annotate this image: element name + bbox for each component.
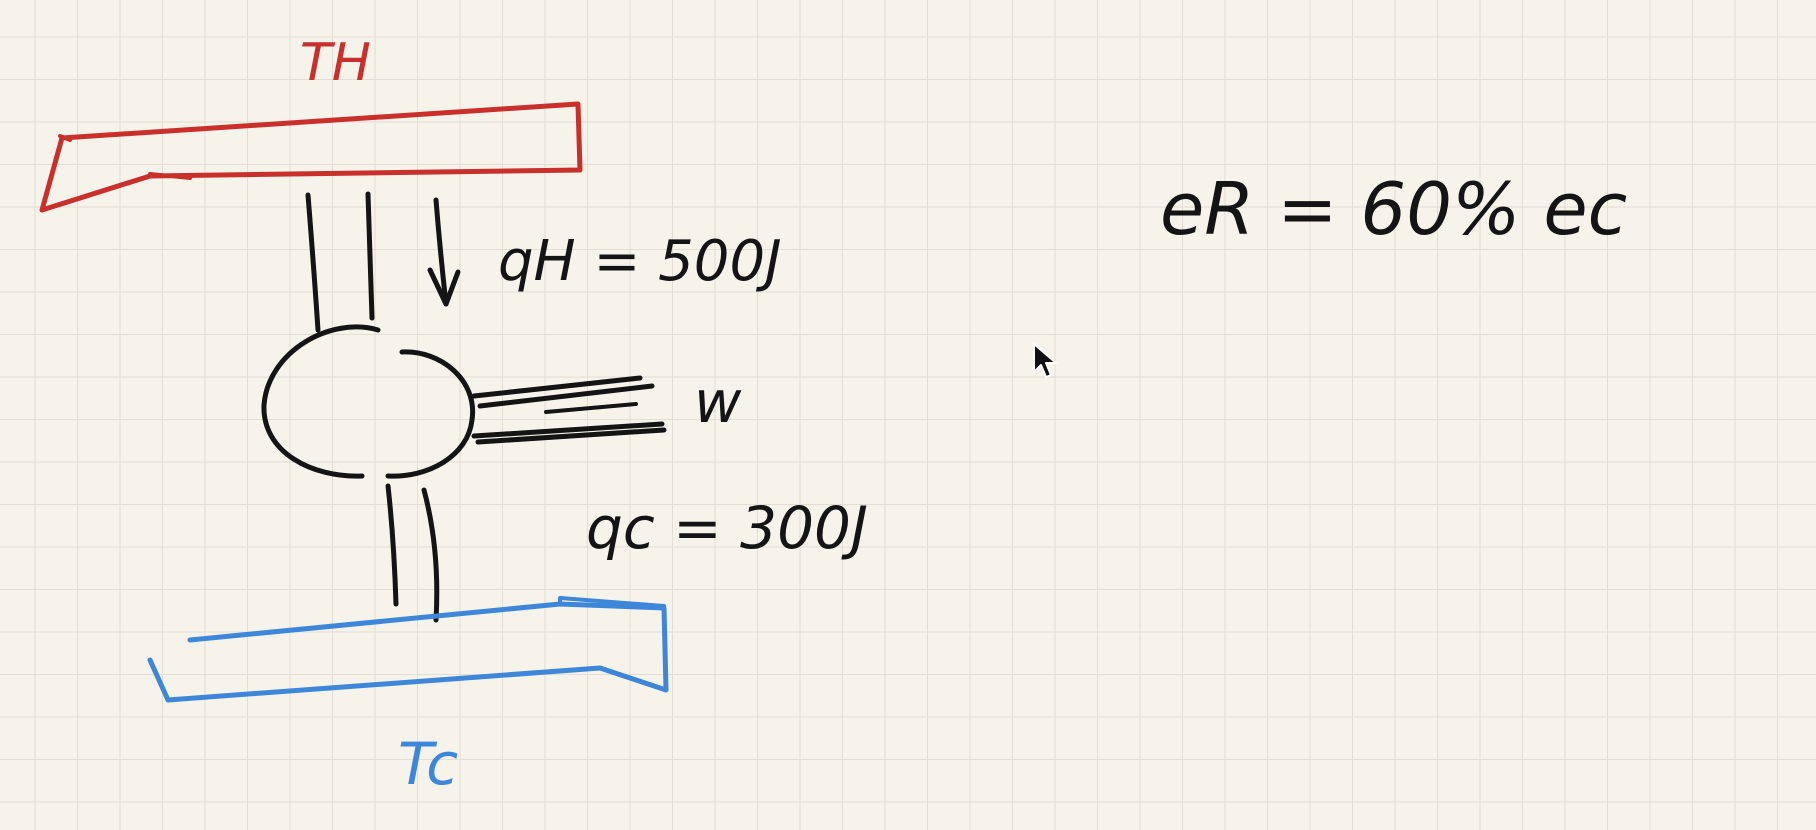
cold-reservoir [150,598,666,700]
engine-to-cold-lines [388,486,437,620]
hot-to-engine-lines [308,194,372,330]
work-label: w [694,368,742,436]
hot-reservoir-label: TH [300,33,371,93]
cold-reservoir-label: Tc [398,730,459,798]
heat-out-label: qc = 300J [586,494,868,562]
mouse-cursor-icon [1034,344,1056,377]
efficiency-note: eR = 60% ec [1160,167,1628,251]
heat-in-arrow [430,200,458,304]
engine-circle [264,327,473,476]
heat-in-label: qH = 500J [498,229,782,294]
work-output-lines [474,378,664,442]
hot-reservoir [42,104,580,210]
